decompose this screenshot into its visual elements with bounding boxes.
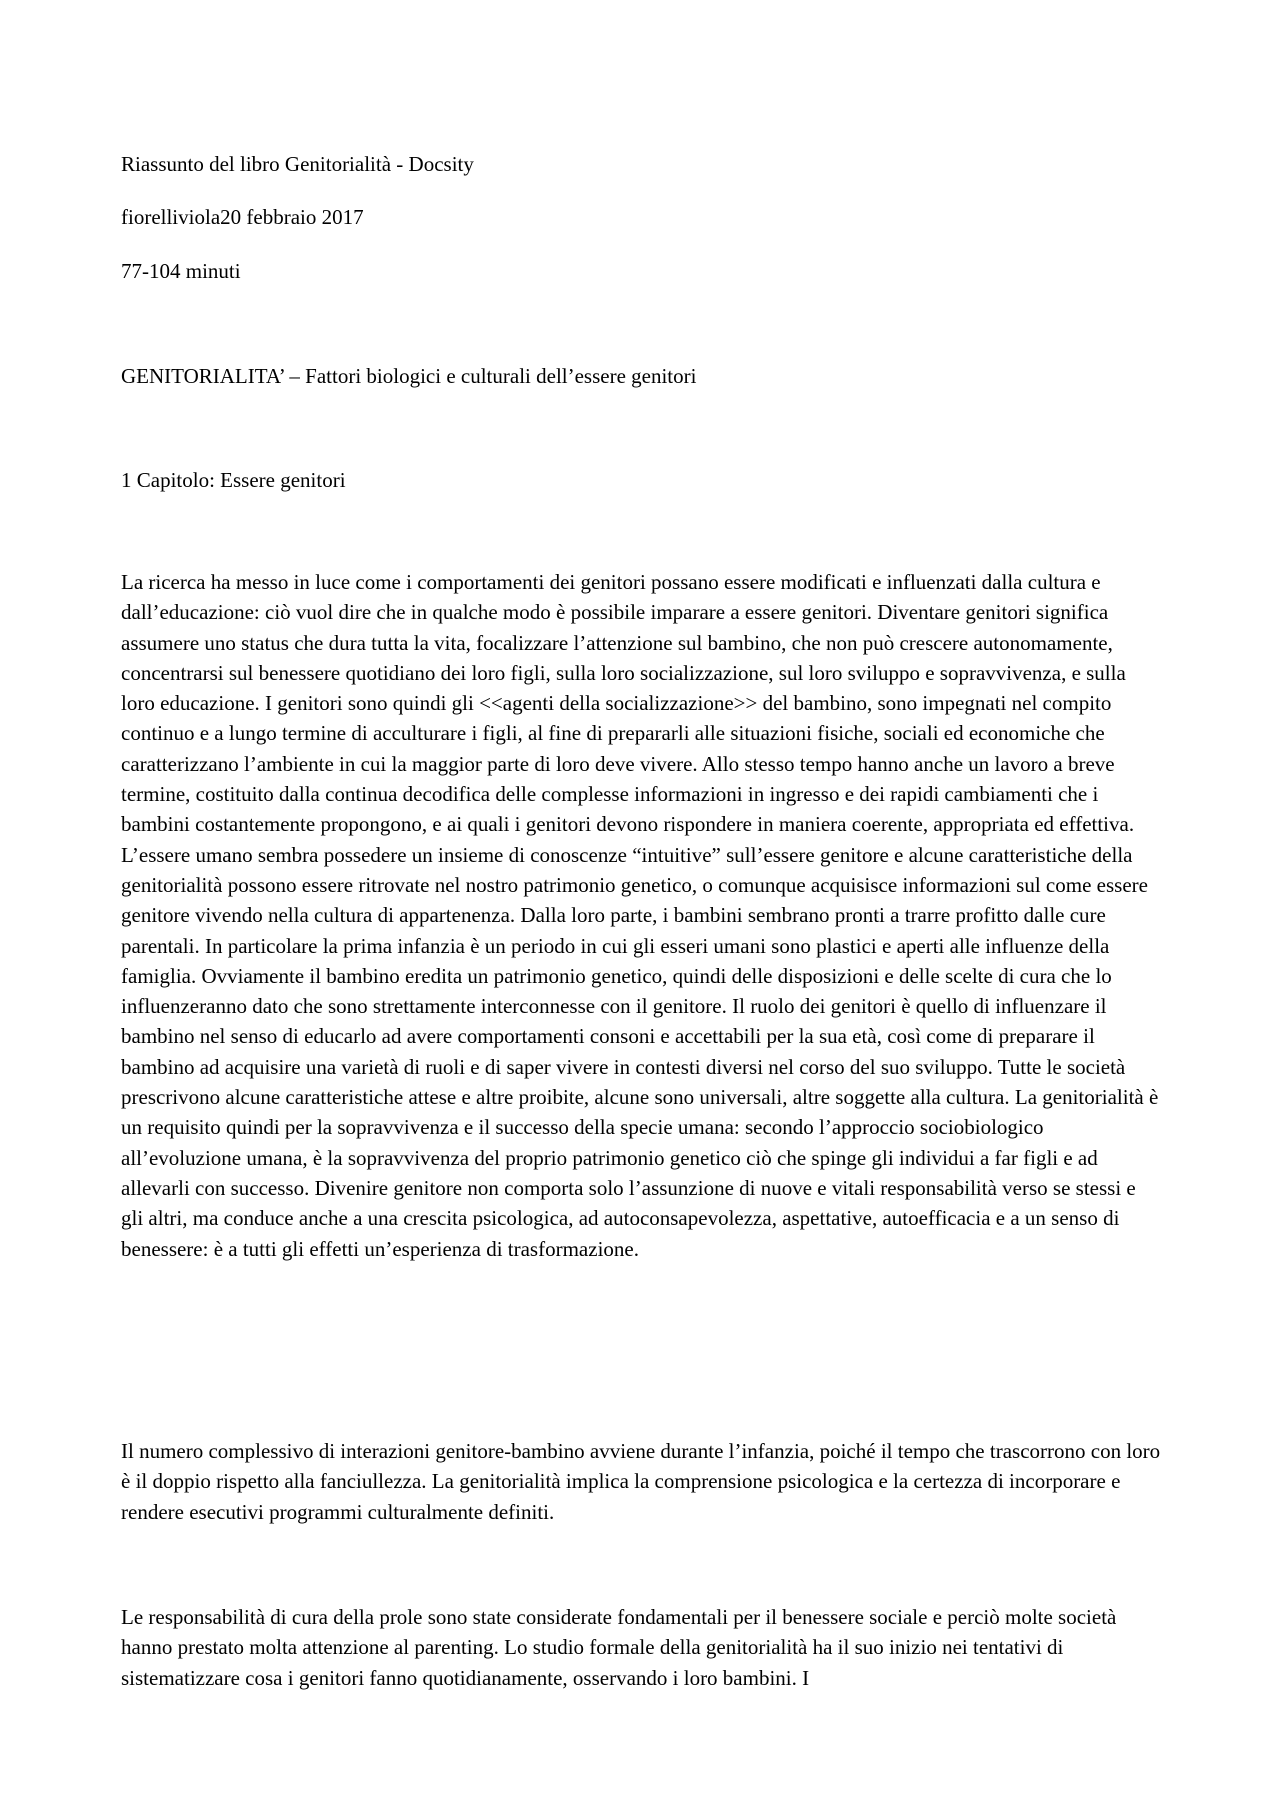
chapter-heading: 1 Capitolo: Essere genitori [121, 468, 346, 492]
paragraph-1: La ricerca ha messo in luce come i comportamenti dei genitori possano essere modificati e influenzati dalla cultura e dall’educazione: ciò vuol dire che in qualche modo è possibile imparare a essere genitori. Diventare genitori significa assumere uno status che dura tutta la vita, focalizzare l’attenzione sul bambino, che non può crescere autonomamente, concentrarsi sul benessere quotidiano dei loro figli, sulla loro socializzazione, sul loro sviluppo e sopravvivenza, e sulla loro educazione. I genitori sono quindi gli <<agenti della socializzazione>> del bambino, sono impegnati nel compito continuo e a lungo termine di acculturare i figli, al fine di prepararli alle situazioni fisiche, sociali ed economiche che caratterizzano l’ambiente in cui la maggior parte di loro deve vivere. Allo stesso tempo hanno anche un lavoro a breve termine, costituito dalla continua decodifica delle complesse informazioni in ingresso e dei rapidi cambiamenti che i bambini costantemente propongono, e ai quali i genitori devono rispondere in maniera coerente, appropriata ed effettiva. L’essere umano sembra possedere un insieme di conoscenze “intuitive” sull’essere genitore e alcune caratteristiche della genitorialità possono essere ritrovate nel nostro patrimonio genetico, o comunque acquisisce informazioni sul come essere genitore vivendo nella cultura di appartenenza. Dalla loro parte, i bambini sembrano pronti a trarre profitto dalle cure parentali. In particolare la prima infanzia è un periodo in cui gli esseri umani sono plastici e aperti alle influenze della famiglia. Ovviamente il bambino eredita un patrimonio genetico, quindi delle disposizioni e delle scelte di cura che lo influenzeranno dato che sono strettamente interconnesse con il genitore. Il ruolo dei genitori è quello di influenzare il bambino nel senso di educarlo ad avere comportamenti consoni e accettabili per la sua età, così come di preparare il bambino ad acquisire una varietà di ruoli e di saper vivere in contesti diversi nel corso del suo sviluppo. Tutte le società prescrivono alcune caratteristiche attese e altre proibite, alcune sono universali, altre soggette alla cultura. La genitorialità è un requisito quindi per la sopravvivenza e il successo della specie umana: secondo l’approccio sociobiologico all’evoluzione umana, è la sopravvivenza del proprio patrimonio genetico ciò che spinge gli individui a far figli e ad allevarli con successo. Divenire genitore non comporta solo l’assunzione di nuove e vitali responsabilità verso se stessi e gli altri, ma conduce anche a una crescita psicologica, ad autoconsapevolezza, aspettative, autoefficacia e a un senso di benessere: è a tutti gli effetti un’esperienza di trasformazione. [121, 570, 1159, 1261]
reading-time: 77-104 minuti [121, 259, 241, 283]
paragraph-3: Le responsabilità di cura della prole sono state considerate fondamentali per il benessere sociale e perciò molte società hanno prestato molta attenzione al parenting. Lo studio formale della genitorialità ha il suo inizio nei tentativi di sistematizzare cosa i genitori fanno quotidianamente, osservando i loro bambini. I [121, 1605, 1117, 1690]
document-title: Riassunto del libro Genitorialità - Docsity [121, 152, 474, 176]
book-title: GENITORIALITA’ – Fattori biologici e culturali dell’essere genitori [121, 364, 697, 388]
paragraph-2: Il numero complessivo di interazioni genitore-bambino avviene durante l’infanzia, poiché il tempo che trascorrono con loro è il doppio rispetto alla fanciullezza. La genitorialità implica la comprensione psicologica e la certezza di incorporare e rendere esecutivi programmi culturalmente definiti. [121, 1439, 1161, 1524]
author-date: fiorelliviola20 febbraio 2017 [121, 205, 364, 229]
